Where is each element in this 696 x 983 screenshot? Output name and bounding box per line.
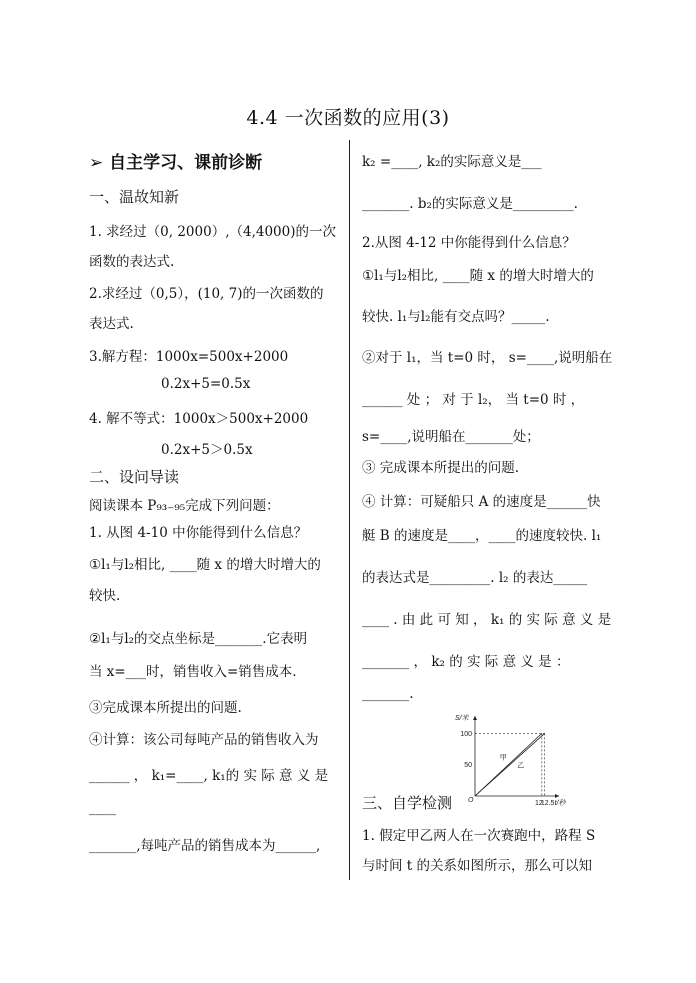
- question-1-item-4-blanks: ______ ， k₁=____, k₁的 实 际 意 义 是: [89, 768, 329, 784]
- question-2-item-4-k2: _______ ， k₂ 的 实 际 意 义 是 ：: [362, 654, 570, 670]
- question-1-item-4-cost: _______,每吨产品的销售成本为______,: [89, 838, 321, 854]
- question-2-item-4-end: _______.: [362, 686, 414, 702]
- x-tick-label-1: 12.5: [540, 800, 555, 807]
- y-tick-label-1: 100: [460, 730, 472, 738]
- question-2-item-2-cont: ______ 处 ； 对 于 l₂， 当 t=0 时 ，: [362, 392, 585, 408]
- subheading-guided-questions: 二、设问导读: [89, 468, 180, 486]
- question-1-item-4: ④计算：该公司每吨产品的销售收入为: [89, 732, 319, 748]
- series-name-label-0: 甲: [499, 754, 507, 762]
- k2-meaning: k₂ =____, k₂的实际意义是___: [362, 154, 542, 170]
- question-figure-4-12: 2.从图 4-12 中你能得到什么信息？: [362, 235, 576, 251]
- question-1-item-3: ③完成课本所提出的问题.: [89, 700, 242, 716]
- column-divider: [349, 140, 350, 880]
- problem-2-line-2: 表达式.: [89, 316, 134, 332]
- x-axis-arrow: [555, 794, 559, 798]
- question-2-item-2: ②对于 l₁，当 t=0 时， s=____,说明船在: [362, 350, 613, 366]
- problem-3-equation-2: 0.2x+5=0.5x: [161, 376, 251, 392]
- y-axis-arrow: [473, 716, 477, 720]
- subheading-review: 一、温故知新: [89, 188, 180, 206]
- question-1-item-1-end: 较快.: [89, 588, 121, 604]
- y-tick-label-0: 50: [464, 762, 472, 770]
- x-tick-label-0: 12: [534, 800, 543, 807]
- y-axis-label: S/米: [455, 715, 469, 722]
- series-line-1: [475, 733, 545, 796]
- question-2-item-3: ③ 完成课本所提出的问题.: [362, 460, 520, 476]
- series-name-label-1: 乙: [517, 762, 525, 770]
- self-test-problem-1-line-1: 1. 假定甲乙两人在一次赛跑中，路程 S: [362, 828, 596, 844]
- problem-4-inequality-2: 0.2x+5＞0.5x: [161, 442, 253, 458]
- question-1-item-4-blank: ____: [89, 800, 116, 816]
- question-2-item-4-expression: 的表达式是_________. l₂ 的表达_____: [362, 570, 588, 586]
- question-1-item-2-end: 当 x=___时，销售收入=销售成本.: [89, 664, 297, 680]
- x-axis-label: t/秒: [554, 800, 566, 807]
- problem-3-equation-1: 3.解方程：1000x=500x+2000: [89, 349, 289, 365]
- origin-label: O: [468, 797, 474, 804]
- race-distance-chart: [453, 712, 566, 812]
- problem-2-line-1: 2.求经过（0,5），(10, 7)的一次函数的: [89, 286, 324, 302]
- question-2-item-4-speed: 艇 B 的速度是____，____的速度较快. l₁: [362, 528, 602, 544]
- question-2-item-1: ①l₁与l₂相比, ____随 x 的增大时增大的: [362, 268, 594, 284]
- question-1-item-1: ①l₁与l₂相比, ____随 x 的增大时增大的: [89, 557, 321, 573]
- chart-labels: [455, 714, 568, 807]
- chart-series: [475, 733, 545, 796]
- reading-instruction: 阅读课本 P₉₃₋₉₅完成下列问题：: [89, 498, 280, 514]
- problem-4-inequality-1: 4. 解不等式：1000x＞500x+2000: [89, 411, 309, 427]
- page-title: 4.4 一次函数的应用(3): [246, 107, 450, 129]
- question-2-item-1-intersection: 较快. l₁与l₂能有交点吗？_____.: [362, 309, 550, 325]
- problem-1-line-2: 函数的表达式.: [89, 254, 175, 270]
- question-figure-4-10: 1. 从图 4-10 中你能得到什么信息？: [89, 525, 308, 541]
- subheading-self-test: 三、自学检测: [362, 794, 453, 812]
- question-2-item-4: ④ 计算：可疑船只 A 的速度是______快: [362, 494, 601, 510]
- question-2-item-2-end: s=____,说明船在_______处；: [362, 429, 540, 445]
- question-1-item-2: ②l₁与l₂的交点坐标是_______.它表明: [89, 631, 308, 647]
- self-test-problem-1-line-2: 与时间 t 的关系如图所示，那么可以知: [362, 858, 593, 874]
- question-2-item-4-k1: ____ . 由 此 可 知 ， k₁ 的 实 际 意 义 是: [362, 612, 612, 628]
- chart-svg: [453, 712, 566, 812]
- section-heading-self-study: ➢ 自主学习、课前诊断: [89, 153, 263, 173]
- problem-1-line-1: 1. 求经过（0, 2000）,（4,4000)的一次: [89, 224, 336, 240]
- b2-meaning: _______. b₂的实际意义是_________.: [362, 196, 578, 212]
